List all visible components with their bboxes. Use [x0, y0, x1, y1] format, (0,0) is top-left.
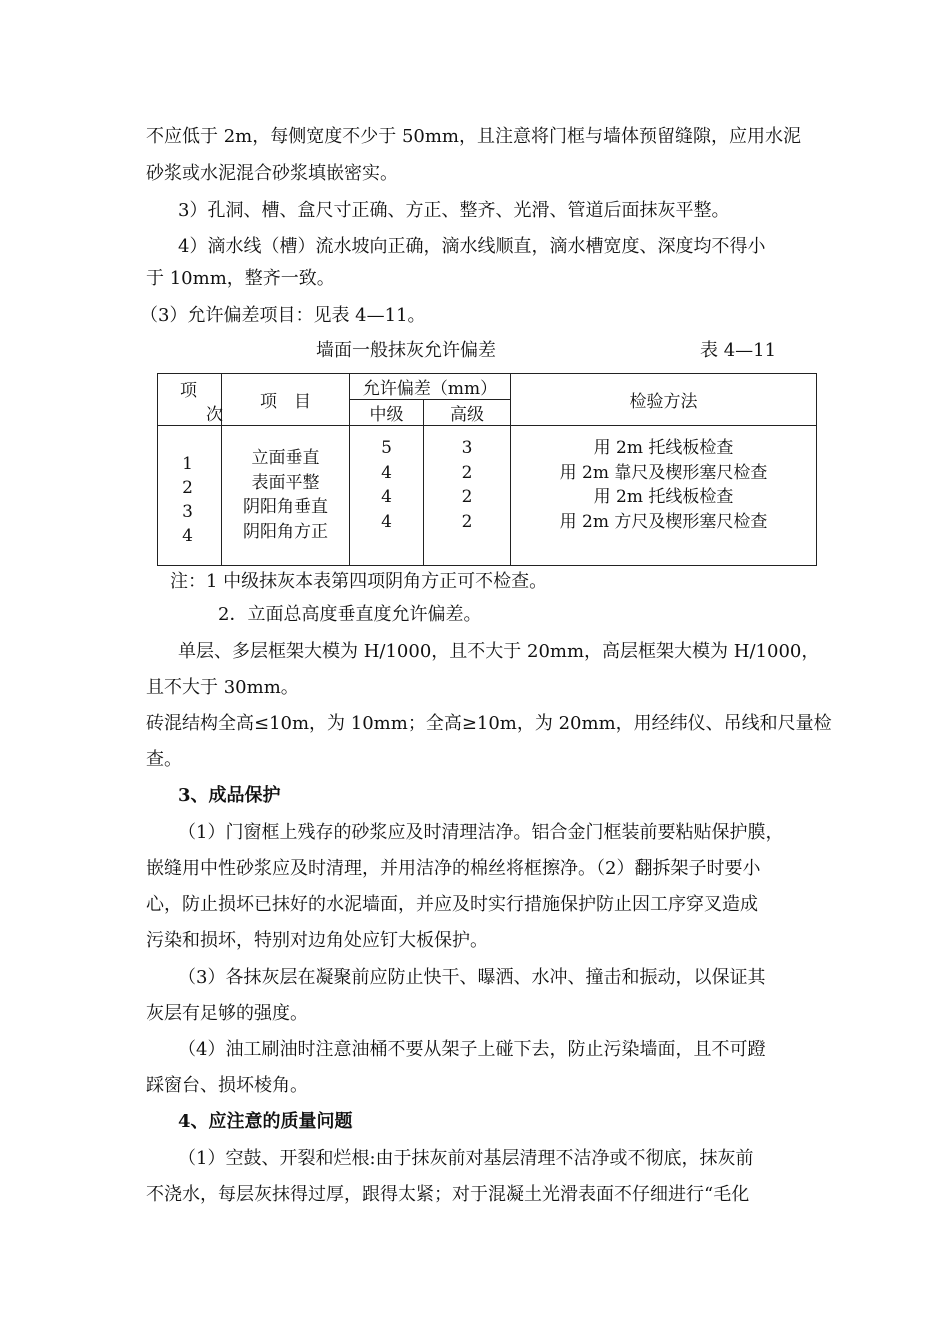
paragraph-line: 嵌缝用中性砂浆应及时清理，并用洁净的棉丝将框擦净。（2）翻拆架子时要小: [146, 858, 761, 879]
row-high: 3: [461, 438, 473, 458]
header-index: [158, 374, 222, 426]
paragraph-line: 不浇水，每层灰抹得过厚，跟得太紧；对于混凝土光滑表面不仔细进行“毛化: [146, 1184, 750, 1205]
paragraph-line: （1）门窗框上残存的砂浆应及时清理洁净。铝合金门框装前要粘贴保护膜，: [178, 822, 784, 843]
row-mid: 4: [381, 487, 392, 507]
row-mid: 4: [381, 511, 392, 532]
row-method: 用 2m 方尺及楔形塞尺检查: [559, 511, 768, 532]
section-heading: 4、应注意的质量问题: [178, 1111, 353, 1132]
paragraph-line: 且不大于 30mm。: [146, 677, 299, 698]
mid-cell: [350, 426, 424, 566]
row-index: 2: [182, 477, 193, 498]
table-caption: 墙面一般抹灰允许偏差: [316, 340, 496, 361]
table-note: 2．立面总高度垂直度允许偏差。: [218, 604, 482, 625]
header-deviation: 允许偏差（mm）: [350, 374, 511, 400]
index-cell: [158, 426, 222, 566]
paragraph-line: 砖混结构全高≤10m，为 10mm；全高≥10m，为 20mm，用经纬仪、吊线和尺量检: [146, 713, 832, 734]
paragraph-line: 单层、多层框架大模为 H/1000，且不大于 20mm，高层框架大模为 H/1000，: [178, 641, 820, 662]
paragraph-line: 心，防止损坏已抹好的水泥墙面，并应及时实行措施保护防止因工序穿叉造成: [146, 894, 758, 915]
paragraph-line: 砂浆或水泥混合砂浆填嵌密实。: [146, 163, 398, 184]
header-index-top: 项: [180, 381, 197, 401]
header-index-bottom: 次: [206, 405, 223, 425]
paragraph-line: 灰层有足够的强度。: [146, 1003, 308, 1024]
header-mid: 中级: [350, 400, 424, 426]
paragraph-line: 于 10mm，整齐一致。: [146, 268, 335, 289]
high-cell: [424, 426, 511, 566]
row-method: 用 2m 托线板检查: [593, 487, 734, 507]
paragraph-line: （1）空鼓、开裂和烂根:由于抹灰前对基层清理不洁净或不彻底，抹灰前: [178, 1148, 754, 1169]
row-item: 表面平整: [251, 472, 320, 493]
row-method: 用 2m 靠尺及楔形塞尺检查: [559, 462, 768, 483]
row-index: 1: [182, 453, 193, 474]
row-high: 2: [461, 487, 473, 507]
row-mid: 5: [381, 438, 392, 458]
paragraph-line: （4）油工刷油时注意油桶不要从架子上碰下去，防止污染墙面，且不可蹬: [178, 1039, 766, 1060]
row-item: 立面垂直: [251, 448, 320, 468]
table-number: 表 4—11: [700, 340, 777, 361]
paragraph-line: 污染和损坏，特别对边角处应钉大板保护。: [146, 930, 488, 951]
row-index: 4: [182, 525, 193, 546]
row-method: 用 2m 托线板检查: [593, 438, 734, 458]
paragraph-line: （3）允许偏差项目：见表 4—11。: [140, 305, 426, 326]
paragraph-line: 踩窗台、损坏棱角。: [146, 1075, 308, 1096]
deviation-table: [157, 373, 817, 566]
section-heading: 3、成品保护: [178, 785, 281, 806]
paragraph-line: 不应低于 2m，每侧宽度不少于 50mm，且注意将门框与墙体预留缝隙，应用水泥: [146, 126, 802, 147]
row-high: 2: [461, 462, 473, 483]
item-cell: [222, 426, 350, 566]
header-item: 项 目: [222, 374, 350, 426]
row-item: 阴阳角方正: [243, 521, 328, 542]
paragraph-line: （3）各抹灰层在凝聚前应防止快干、曝洒、水冲、撞击和振动，以保证其: [178, 967, 766, 988]
table-note: 注：1 中级抹灰本表第四项阴角方正可不检查。: [170, 571, 548, 592]
header-method: 检验方法: [511, 374, 817, 426]
row-index: 3: [182, 501, 193, 522]
row-item: 阴阳角垂直: [243, 497, 328, 517]
row-mid: 4: [381, 462, 392, 483]
paragraph-line: 4）滴水线（槽）流水坡向正确，滴水线顺直，滴水槽宽度、深度均不得小: [178, 236, 766, 257]
row-high: 2: [461, 511, 473, 532]
paragraph-line: 查。: [146, 749, 182, 770]
method-cell: [511, 426, 817, 566]
header-high: 高级: [424, 400, 511, 426]
paragraph-line: 3）孔洞、槽、盒尺寸正确、方正、整齐、光滑、管道后面抹灰平整。: [178, 200, 730, 221]
